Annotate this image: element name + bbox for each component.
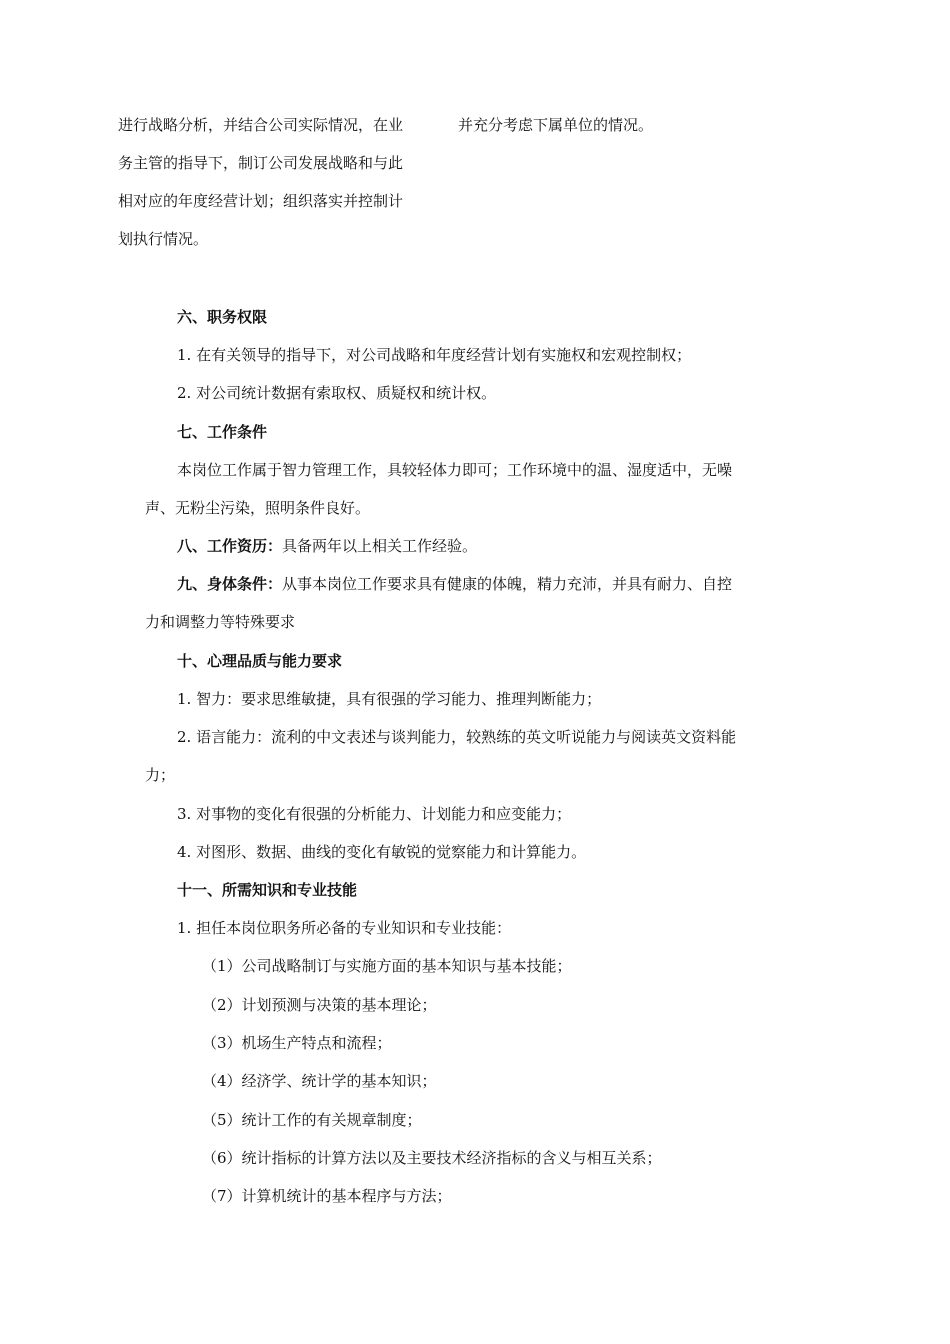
table-left-line: 务主管的指导下，制订公司发展战略和与此 [118, 154, 404, 172]
table-left-line: 相对应的年度经营计划；组织落实并控制计 [118, 192, 404, 210]
sub-list-item: （1）公司战略制订与实施方面的基本知识与基本技能； [202, 957, 572, 975]
sub-list-item: （7）计算机统计的基本程序与方法； [202, 1187, 452, 1205]
paragraph-line: 力和调整力等特殊要求 [145, 613, 296, 631]
sub-list-item: （6）统计指标的计算方法以及主要技术经济指标的含义与相互关系； [202, 1149, 662, 1167]
table-right-cell: 并充分考虑下属单位的情况。 [458, 116, 654, 134]
section-9-line [177, 574, 732, 594]
list-item: 2. 对公司统计数据有索取权、质疑权和统计权。 [177, 384, 497, 402]
table-left-line: 划执行情况。 [118, 230, 209, 248]
section-heading-6: 六、职务权限 [177, 308, 268, 326]
sub-list-item: （2）计划预测与决策的基本理论； [202, 996, 437, 1014]
list-item: 4. 对图形、数据、曲线的变化有敏锐的觉察能力和计算能力。 [177, 843, 587, 861]
sub-list-item: （5）统计工作的有关规章制度； [202, 1111, 422, 1129]
list-item: 2. 语言能力：流利的中文表述与谈判能力，较熟练的英文听说能力与阅读英文资料能 [177, 728, 737, 746]
list-item: 3. 对事物的变化有很强的分析能力、计划能力和应变能力； [177, 805, 572, 823]
section-heading-7: 七、工作条件 [177, 423, 268, 441]
table-left-line: 进行战略分析，并结合公司实际情况，在业 [118, 116, 404, 134]
list-item: 1. 智力：要求思维敏捷，具有很强的学习能力、推理判断能力； [177, 690, 602, 708]
list-item: 1. 在有关领导的指导下，对公司战略和年度经营计划有实施权和宏观控制权； [177, 346, 692, 364]
list-item: 1. 担任本岗位职务所必备的专业知识和专业技能： [177, 919, 512, 937]
paragraph-line: 本岗位工作属于智力管理工作，具较轻体力即可；工作环境中的温、湿度适中，无噪 [177, 461, 733, 479]
section-heading-10: 十、心理品质与能力要求 [177, 652, 343, 670]
sub-list-item: （3）机场生产特点和流程； [202, 1034, 392, 1052]
paragraph-line: 力； [145, 766, 176, 784]
table-left-cell [118, 115, 448, 267]
section-8-text: 具备两年以上相关工作经验。 [282, 537, 478, 555]
paragraph-line: 声、无粉尘污染，照明条件良好。 [145, 499, 371, 517]
section-9-text: 从事本岗位工作要求具有健康的体魄，精力充沛，并具有耐力、自控 [282, 575, 733, 593]
section-8-line [177, 536, 477, 556]
section-heading-11: 十一、所需知识和专业技能 [177, 881, 358, 899]
sub-list-item: （4）经济学、统计学的基本知识； [202, 1072, 437, 1090]
section-heading-8: 八、工作资历： [177, 537, 283, 555]
section-heading-9: 九、身体条件： [177, 575, 283, 593]
